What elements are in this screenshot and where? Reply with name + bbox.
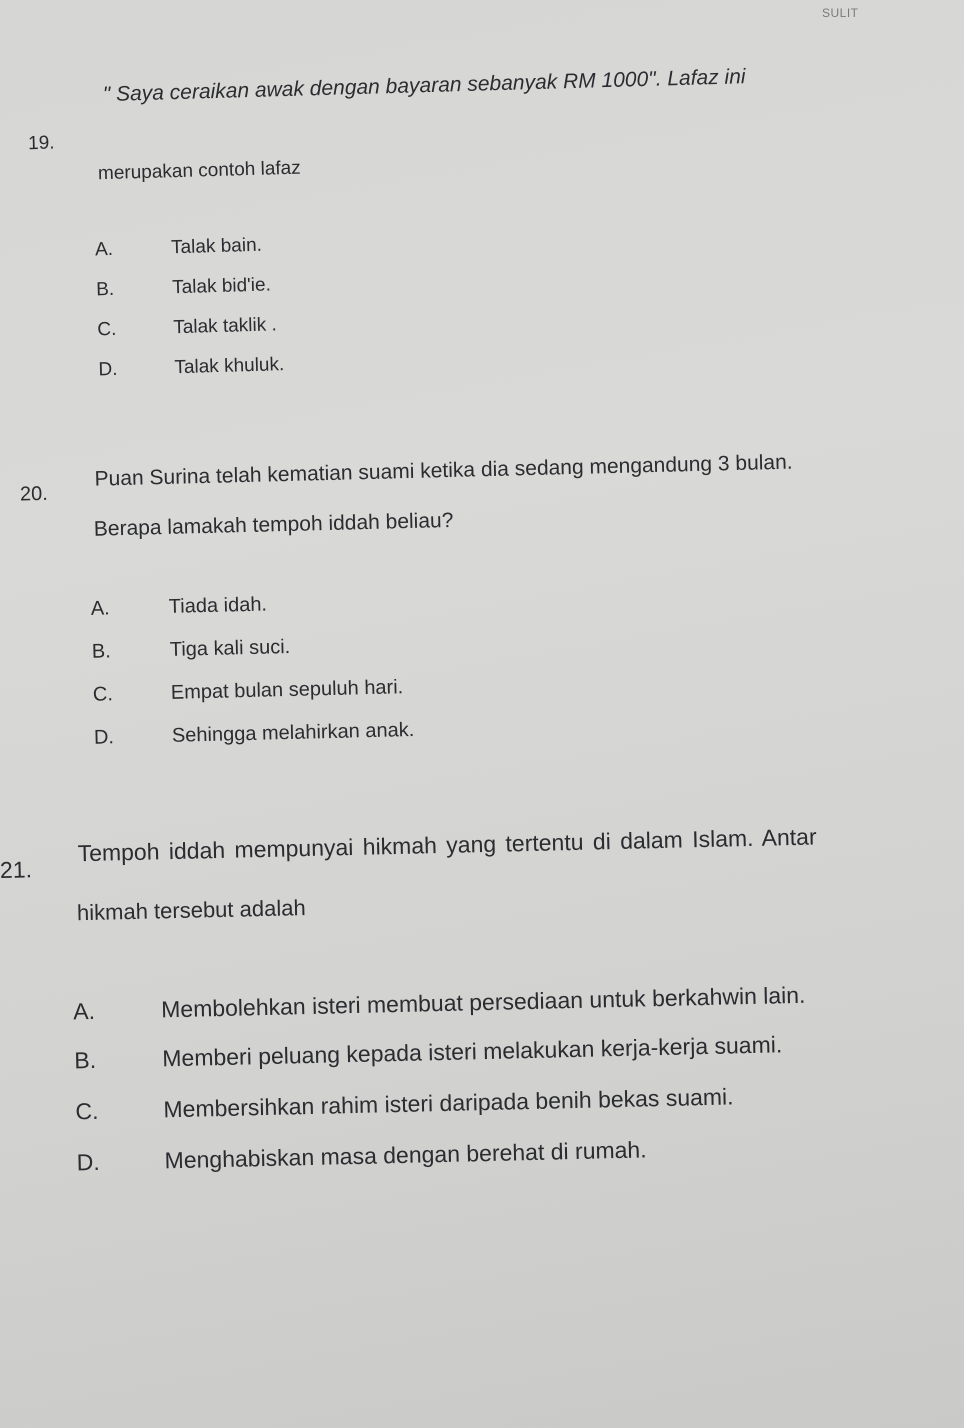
question-number: 20. (19, 482, 49, 506)
option-a-text: Membolehkan isteri membuat persediaan untuk berkahwin lain. (160, 981, 806, 1023)
option-d-text: Menghabiskan masa dengan berehat di rumah. (164, 1136, 647, 1174)
option-d-text: Sehingga melahirkan anak. (171, 718, 415, 747)
option-c-text: Empat bulan sepuluh hari. (170, 676, 404, 704)
option-d-text: Talak khuluk. (174, 354, 285, 379)
option-b-text: Talak bid'ie. (171, 274, 272, 299)
option-c-text: Membersihkan rahim isteri daripada benih bekas suami. (163, 1083, 734, 1123)
question-number: 19. (27, 132, 55, 155)
option-a-letter: A. (90, 597, 110, 620)
question-text-line-1: Tempoh iddah mempunyai hikmah yang tertentu di dalam Islam. Antar (77, 823, 817, 867)
option-b-letter: B. (91, 640, 112, 663)
question-text-line-1: " Saya ceraikan awak dengan bayaran sebanyak RM 1000". Lafaz ini (102, 65, 746, 107)
option-a-text: Tiada idah. (168, 593, 268, 618)
option-d-letter: D. (98, 358, 118, 381)
header-mark: SULIT (822, 6, 859, 20)
question-text-line-1: Puan Surina telah kematian suami ketika dia sedang mengandung 3 bulan. (94, 450, 793, 491)
option-a-letter: A. (94, 238, 114, 261)
option-a-text: Talak bain. (170, 234, 263, 259)
option-c-letter: C. (75, 1097, 99, 1125)
question-text-line-2: merupakan contoh lafaz (97, 157, 301, 185)
option-b-letter: B. (95, 278, 115, 301)
option-a-letter: A. (72, 997, 96, 1025)
option-c-text: Talak taklik . (173, 314, 278, 339)
option-d-letter: D. (76, 1148, 100, 1176)
option-d-letter: D. (93, 726, 115, 749)
question-text-line-2: Berapa lamakah tempoh iddah beliau? (93, 508, 454, 541)
option-b-text: Tiga kali suci. (169, 635, 291, 661)
option-c-letter: C. (97, 318, 117, 341)
question-text-line-2: hikmah tersebut adalah (76, 895, 306, 926)
question-number: 21. (0, 856, 33, 883)
option-c-letter: C. (92, 683, 114, 706)
option-b-letter: B. (74, 1046, 97, 1074)
option-b-text: Memberi peluang kepada isteri melakukan kerja-kerja suami. (162, 1031, 783, 1072)
